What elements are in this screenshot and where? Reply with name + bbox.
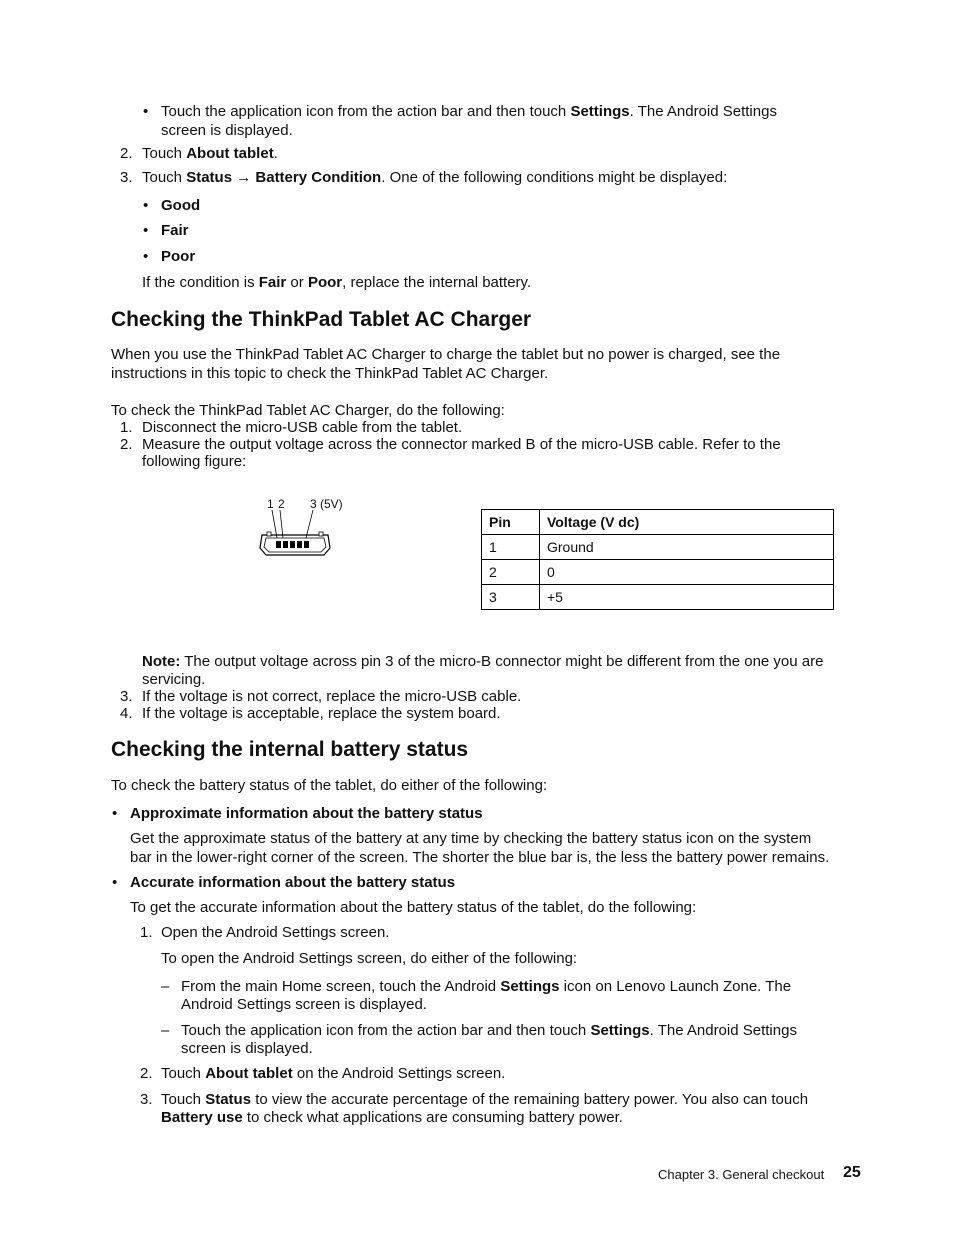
step-3-text: If the voltage is not correct, replace the micro-USB cable. [142, 688, 522, 705]
accurate-step-2: Touch About tablet on the Android Settings screen. [161, 1065, 506, 1082]
note-line-2: servicing. [142, 671, 206, 688]
step-4-text: If the voltage is acceptable, replace the system board. [142, 705, 501, 722]
table-cell: 1 [482, 535, 540, 560]
step-2-line-2: following figure: [142, 453, 247, 470]
arrow-icon: → [236, 169, 252, 186]
approx-line-2: bar in the lower-right corner of the screen. The shorter the blue bar is, the less the battery power remains. [130, 849, 830, 866]
accurate-lead: To get the accurate information about the battery status of the tablet, do the following: [130, 899, 697, 916]
step-3-text: Touch Status → Battery Condition. One of the following conditions might be displayed: [142, 169, 728, 186]
step-number: 1. [140, 924, 153, 941]
figure-label-pin-3: 3 (5V) [310, 497, 343, 511]
procedure-lead: To check the ThinkPad Tablet AC Charger, do the following: [111, 402, 505, 419]
step-number: 3. [120, 169, 133, 186]
approx-heading: • Approximate information about the battery status [130, 805, 483, 823]
accurate-heading: • Accurate information about the battery status [130, 874, 455, 892]
sub-bullet-item: • Touch the application icon from the action bar and then touch Settings. The Android Settings [161, 103, 777, 121]
table-cell: 0 [540, 560, 834, 585]
dash-item-2: Touch the application icon from the action bar and then touch Settings. The Android Settings [181, 1022, 797, 1039]
sub-bullet-line2: screen is displayed. [161, 122, 293, 139]
table-row [482, 535, 834, 560]
step-number: 3. [120, 688, 133, 705]
pin-voltage-table [481, 509, 834, 610]
step-number: 1. [120, 419, 133, 436]
step-1-text: Disconnect the micro-USB cable from the tablet. [142, 419, 463, 436]
accurate-step-3: Touch Status to view the accurate percentage of the remaining battery power. You also can touch [161, 1091, 809, 1108]
step-number: 3. [140, 1091, 153, 1108]
dash-mark: – [161, 1022, 170, 1039]
table-cell: +5 [540, 585, 834, 610]
step-number: 2. [140, 1065, 153, 1082]
approx-line-1: Get the approximate status of the battery at any time by checking the battery status icon on the system [130, 830, 812, 847]
accurate-step-1: Open the Android Settings screen. [161, 924, 390, 941]
dash-item-1: From the main Home screen, touch the Android Settings icon on Lenovo Launch Zone. The [181, 978, 792, 995]
step-number: 2. [120, 145, 133, 162]
table-header-row [482, 510, 834, 535]
table-row [482, 585, 834, 610]
section-title-battery-status: Checking the internal battery status [111, 738, 469, 761]
dash-item-2-line-2: screen is displayed. [181, 1040, 313, 1057]
step-number: 2. [120, 436, 133, 453]
condition-fair: • Fair [161, 222, 189, 240]
table-row [482, 560, 834, 585]
table-cell: 2 [482, 560, 540, 585]
step-2-text: Touch About tablet. [142, 145, 278, 162]
figure-label-pin-1: 1 [267, 497, 274, 511]
footer-chapter: Chapter 3. General checkout [658, 1167, 825, 1182]
replace-battery-note: If the condition is Fair or Poor, replace the internal battery. [142, 274, 532, 291]
condition-good: • Good [161, 197, 200, 215]
accurate-step-3-line-2: Battery use to check what applications are consuming battery power. [161, 1109, 623, 1126]
table-cell: 3 [482, 585, 540, 610]
dash-mark: – [161, 978, 170, 995]
dash-item-1-line-2: Android Settings screen is displayed. [181, 996, 427, 1013]
micro-usb-connector-diagram [250, 508, 340, 563]
intro-line-1: When you use the ThinkPad Tablet AC Charger to charge the tablet but no power is charged, see the [111, 346, 781, 363]
condition-poor: • Poor [161, 248, 195, 266]
section-title-ac-charger: Checking the ThinkPad Tablet AC Charger [111, 308, 532, 331]
table-cell: Ground [540, 535, 834, 560]
table-header-voltage: Voltage (V dc) [540, 510, 834, 535]
section2-lead: To check the battery status of the tablet, do either of the following: [111, 777, 548, 794]
accurate-step-1-sub: To open the Android Settings screen, do either of the following: [161, 950, 578, 967]
figure-label-pin-2: 2 [278, 497, 285, 511]
step-2-text: Measure the output voltage across the connector marked B of the micro-USB cable. Refer to the [142, 436, 781, 453]
intro-line-2: instructions in this topic to check the ThinkPad Tablet AC Charger. [111, 365, 549, 382]
table-header-pin: Pin [482, 510, 540, 535]
page-number: 25 [843, 1164, 861, 1181]
note-line-1: Note: The output voltage across pin 3 of the micro-B connector might be different from the one you are [142, 653, 824, 670]
step-number: 4. [120, 705, 133, 722]
